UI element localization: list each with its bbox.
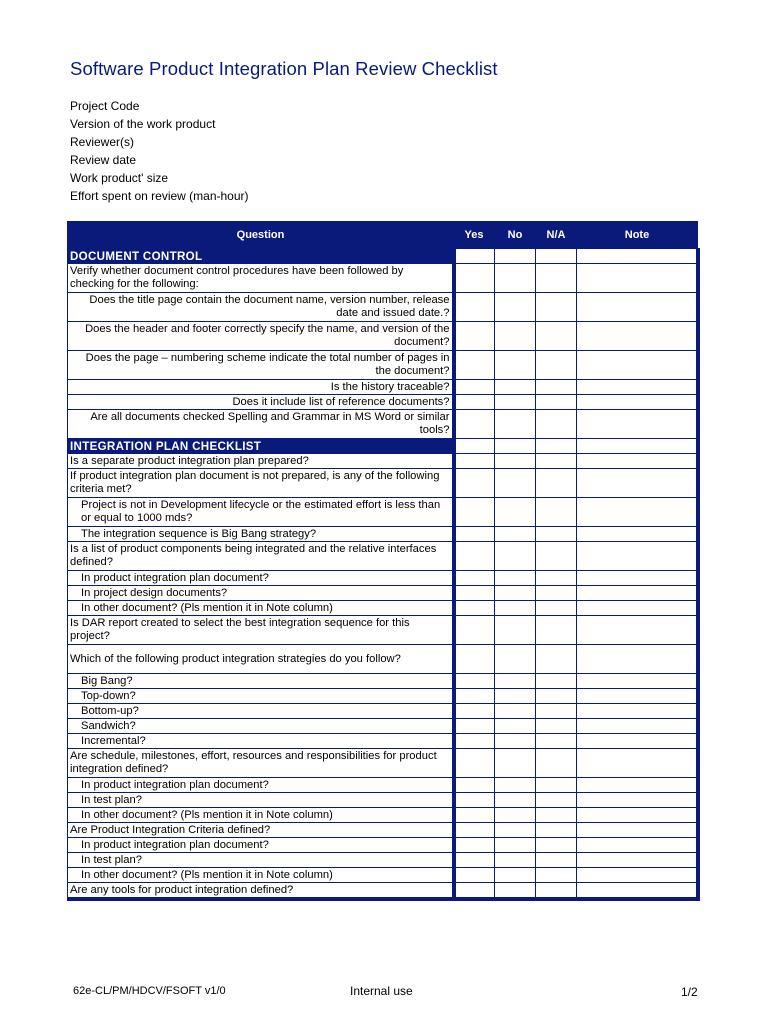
no-cell[interactable] bbox=[495, 645, 536, 674]
table-row bbox=[68, 704, 698, 719]
question-text: In other document? (Pls mention it in Note column) bbox=[68, 868, 454, 883]
note-cell[interactable] bbox=[577, 395, 698, 410]
no-cell[interactable] bbox=[495, 616, 536, 645]
meta-review-date: Review date bbox=[70, 153, 137, 167]
yes-cell[interactable] bbox=[454, 868, 495, 883]
header-question: Question bbox=[68, 222, 454, 249]
yes-cell[interactable] bbox=[454, 793, 495, 808]
no-cell[interactable] bbox=[495, 264, 536, 293]
yes-cell[interactable] bbox=[454, 469, 495, 498]
header-no: No bbox=[495, 222, 536, 249]
yes-cell[interactable] bbox=[454, 778, 495, 793]
yes-cell[interactable] bbox=[454, 542, 495, 571]
yes-cell[interactable] bbox=[454, 351, 495, 380]
checklist-table-wrapper bbox=[67, 221, 697, 901]
yes-cell[interactable] bbox=[454, 439, 495, 454]
section-heading: DOCUMENT CONTROL bbox=[68, 249, 454, 264]
yes-cell[interactable] bbox=[454, 749, 495, 778]
yes-cell[interactable] bbox=[454, 883, 495, 900]
na-cell[interactable] bbox=[536, 264, 577, 293]
meta-work-product-size: Work product' size bbox=[70, 171, 169, 185]
na-cell[interactable] bbox=[536, 883, 577, 900]
question-text: Bottom-up? bbox=[68, 704, 454, 719]
table-row bbox=[68, 542, 698, 571]
note-cell[interactable] bbox=[577, 868, 698, 883]
question-text: Does the title page contain the document name, version number, release date and issued date.? bbox=[68, 293, 454, 322]
question-text: Are schedule, milestones, effort, resources and responsibilities for product integration defined? bbox=[68, 749, 454, 778]
question-text: If product integration plan document is not prepared, is any of the following criteria met? bbox=[68, 469, 454, 498]
no-cell[interactable] bbox=[495, 868, 536, 883]
meta-version: Version of the work product bbox=[70, 117, 216, 131]
note-cell[interactable] bbox=[577, 853, 698, 868]
note-cell[interactable] bbox=[577, 704, 698, 719]
question-text: Is the history traceable? bbox=[68, 380, 454, 395]
no-cell[interactable] bbox=[495, 808, 536, 823]
table-row bbox=[68, 322, 698, 351]
no-cell[interactable] bbox=[495, 778, 536, 793]
meta-project-code: Project Code bbox=[70, 99, 140, 113]
na-cell[interactable] bbox=[536, 469, 577, 498]
yes-cell[interactable] bbox=[454, 249, 495, 264]
note-cell[interactable] bbox=[577, 749, 698, 778]
note-cell[interactable] bbox=[577, 601, 698, 616]
no-cell[interactable] bbox=[495, 395, 536, 410]
na-cell[interactable] bbox=[536, 454, 577, 469]
section-heading: INTEGRATION PLAN CHECKLIST bbox=[68, 439, 454, 454]
na-cell[interactable] bbox=[536, 704, 577, 719]
table-row bbox=[68, 454, 698, 469]
question-text: Are Product Integration Criteria defined? bbox=[68, 823, 454, 838]
table-row bbox=[68, 351, 698, 380]
question-text: Top-down? bbox=[68, 689, 454, 704]
no-cell[interactable] bbox=[495, 853, 536, 868]
yes-cell[interactable] bbox=[454, 293, 495, 322]
question-text: In product integration plan document? bbox=[68, 838, 454, 853]
note-cell[interactable] bbox=[577, 249, 698, 264]
table-row bbox=[68, 264, 698, 293]
na-cell[interactable] bbox=[536, 645, 577, 674]
na-cell[interactable] bbox=[536, 601, 577, 616]
na-cell[interactable] bbox=[536, 823, 577, 838]
na-cell[interactable] bbox=[536, 542, 577, 571]
na-cell[interactable] bbox=[536, 719, 577, 734]
na-cell[interactable] bbox=[536, 293, 577, 322]
na-cell[interactable] bbox=[536, 674, 577, 689]
table-row bbox=[68, 868, 698, 883]
note-cell[interactable] bbox=[577, 322, 698, 351]
yes-cell[interactable] bbox=[454, 380, 495, 395]
table-row bbox=[68, 778, 698, 793]
no-cell[interactable] bbox=[495, 249, 536, 264]
no-cell[interactable] bbox=[495, 749, 536, 778]
yes-cell[interactable] bbox=[454, 571, 495, 586]
question-text: The integration sequence is Big Bang strategy? bbox=[68, 527, 454, 542]
question-text: Project is not in Development lifecycle or the estimated effort is less than or equal to 1000 mds? bbox=[68, 498, 454, 527]
no-cell[interactable] bbox=[495, 689, 536, 704]
table-row bbox=[68, 571, 698, 586]
project-meta bbox=[70, 97, 249, 205]
meta-effort: Effort spent on review (man-hour) bbox=[70, 189, 249, 203]
na-cell[interactable] bbox=[536, 410, 577, 439]
table-row bbox=[68, 674, 698, 689]
note-cell[interactable] bbox=[577, 793, 698, 808]
no-cell[interactable] bbox=[495, 439, 536, 454]
table-row bbox=[68, 586, 698, 601]
note-cell[interactable] bbox=[577, 293, 698, 322]
table-row bbox=[68, 645, 698, 674]
na-cell[interactable] bbox=[536, 439, 577, 454]
table-header-row bbox=[68, 222, 698, 249]
no-cell[interactable] bbox=[495, 838, 536, 853]
note-cell[interactable] bbox=[577, 586, 698, 601]
table-row bbox=[68, 469, 698, 498]
question-text: Are any tools for product integration defined? bbox=[68, 883, 454, 900]
table-row bbox=[68, 616, 698, 645]
no-cell[interactable] bbox=[495, 601, 536, 616]
header-yes: Yes bbox=[454, 222, 495, 249]
question-text: In test plan? bbox=[68, 853, 454, 868]
table-row bbox=[68, 293, 698, 322]
note-cell[interactable] bbox=[577, 380, 698, 395]
table-row bbox=[68, 527, 698, 542]
na-cell[interactable] bbox=[536, 749, 577, 778]
question-text: Big Bang? bbox=[68, 674, 454, 689]
na-cell[interactable] bbox=[536, 734, 577, 749]
note-cell[interactable] bbox=[577, 527, 698, 542]
note-cell[interactable] bbox=[577, 616, 698, 645]
question-text: In other document? (Pls mention it in Note column) bbox=[68, 601, 454, 616]
no-cell[interactable] bbox=[495, 571, 536, 586]
na-cell[interactable] bbox=[536, 778, 577, 793]
yes-cell[interactable] bbox=[454, 454, 495, 469]
no-cell[interactable] bbox=[495, 527, 536, 542]
question-text: Does the page – numbering scheme indicate the total number of pages in the document? bbox=[68, 351, 454, 380]
table-row bbox=[68, 808, 698, 823]
yes-cell[interactable] bbox=[454, 527, 495, 542]
note-cell[interactable] bbox=[577, 838, 698, 853]
question-text: Is DAR report created to select the best integration sequence for this project? bbox=[68, 616, 454, 645]
note-cell[interactable] bbox=[577, 264, 698, 293]
no-cell[interactable] bbox=[495, 351, 536, 380]
table-row bbox=[68, 853, 698, 868]
yes-cell[interactable] bbox=[454, 853, 495, 868]
na-cell[interactable] bbox=[536, 498, 577, 527]
note-cell[interactable] bbox=[577, 823, 698, 838]
table-row bbox=[68, 734, 698, 749]
yes-cell[interactable] bbox=[454, 498, 495, 527]
note-cell[interactable] bbox=[577, 571, 698, 586]
footer-doc-code: 62e-CL/PM/HDCV/FSOFT v1/0 bbox=[73, 985, 226, 997]
table-row bbox=[68, 793, 698, 808]
na-cell[interactable] bbox=[536, 395, 577, 410]
table-row bbox=[68, 749, 698, 778]
na-cell[interactable] bbox=[536, 586, 577, 601]
no-cell[interactable] bbox=[495, 293, 536, 322]
table-row bbox=[68, 395, 698, 410]
yes-cell[interactable] bbox=[454, 616, 495, 645]
question-text: Sandwich? bbox=[68, 719, 454, 734]
note-cell[interactable] bbox=[577, 439, 698, 454]
na-cell[interactable] bbox=[536, 838, 577, 853]
na-cell[interactable] bbox=[536, 616, 577, 645]
yes-cell[interactable] bbox=[454, 322, 495, 351]
question-text: In project design documents? bbox=[68, 586, 454, 601]
no-cell[interactable] bbox=[495, 719, 536, 734]
na-cell[interactable] bbox=[536, 808, 577, 823]
yes-cell[interactable] bbox=[454, 645, 495, 674]
no-cell[interactable] bbox=[495, 586, 536, 601]
section-row bbox=[68, 249, 698, 264]
note-cell[interactable] bbox=[577, 778, 698, 793]
yes-cell[interactable] bbox=[454, 823, 495, 838]
yes-cell[interactable] bbox=[454, 689, 495, 704]
no-cell[interactable] bbox=[495, 542, 536, 571]
na-cell[interactable] bbox=[536, 527, 577, 542]
question-text: Does the header and footer correctly specify the name, and version of the document? bbox=[68, 322, 454, 351]
section-row bbox=[68, 439, 698, 454]
question-text: Which of the following product integration strategies do you follow? bbox=[68, 645, 454, 674]
yes-cell[interactable] bbox=[454, 734, 495, 749]
footer-page-number: 1/2 bbox=[681, 985, 698, 999]
table-row bbox=[68, 838, 698, 853]
no-cell[interactable] bbox=[495, 454, 536, 469]
table-row bbox=[68, 601, 698, 616]
yes-cell[interactable] bbox=[454, 719, 495, 734]
yes-cell[interactable] bbox=[454, 674, 495, 689]
na-cell[interactable] bbox=[536, 249, 577, 264]
table-row bbox=[68, 498, 698, 527]
question-text: In product integration plan document? bbox=[68, 778, 454, 793]
na-cell[interactable] bbox=[536, 853, 577, 868]
header-note: Note bbox=[577, 222, 698, 249]
note-cell[interactable] bbox=[577, 410, 698, 439]
question-text: Verify whether document control procedures have been followed by checking for the following: bbox=[68, 264, 454, 293]
yes-cell[interactable] bbox=[454, 601, 495, 616]
no-cell[interactable] bbox=[495, 823, 536, 838]
question-text: Is a separate product integration plan prepared? bbox=[68, 454, 454, 469]
note-cell[interactable] bbox=[577, 542, 698, 571]
table-row bbox=[68, 380, 698, 395]
note-cell[interactable] bbox=[577, 498, 698, 527]
no-cell[interactable] bbox=[495, 734, 536, 749]
no-cell[interactable] bbox=[495, 674, 536, 689]
no-cell[interactable] bbox=[495, 380, 536, 395]
na-cell[interactable] bbox=[536, 571, 577, 586]
na-cell[interactable] bbox=[536, 793, 577, 808]
note-cell[interactable] bbox=[577, 454, 698, 469]
note-cell[interactable] bbox=[577, 719, 698, 734]
yes-cell[interactable] bbox=[454, 410, 495, 439]
question-text: In product integration plan document? bbox=[68, 571, 454, 586]
no-cell[interactable] bbox=[495, 498, 536, 527]
question-text: Does it include list of reference documents? bbox=[68, 395, 454, 410]
table-row bbox=[68, 883, 698, 900]
table-row bbox=[68, 689, 698, 704]
table-row bbox=[68, 823, 698, 838]
checklist-table bbox=[67, 221, 700, 901]
footer-classification: Internal use bbox=[350, 984, 413, 998]
no-cell[interactable] bbox=[495, 322, 536, 351]
meta-reviewers: Reviewer(s) bbox=[70, 135, 135, 149]
yes-cell[interactable] bbox=[454, 808, 495, 823]
table-row bbox=[68, 719, 698, 734]
note-cell[interactable] bbox=[577, 808, 698, 823]
note-cell[interactable] bbox=[577, 674, 698, 689]
na-cell[interactable] bbox=[536, 868, 577, 883]
table-row bbox=[68, 410, 698, 439]
na-cell[interactable] bbox=[536, 380, 577, 395]
na-cell[interactable] bbox=[536, 322, 577, 351]
na-cell[interactable] bbox=[536, 689, 577, 704]
no-cell[interactable] bbox=[495, 410, 536, 439]
question-text: In test plan? bbox=[68, 793, 454, 808]
header-na: N/A bbox=[536, 222, 577, 249]
na-cell[interactable] bbox=[536, 351, 577, 380]
note-cell[interactable] bbox=[577, 351, 698, 380]
question-text: Incremental? bbox=[68, 734, 454, 749]
no-cell[interactable] bbox=[495, 793, 536, 808]
question-text: Are all documents checked Spelling and Grammar in MS Word or similar tools? bbox=[68, 410, 454, 439]
yes-cell[interactable] bbox=[454, 395, 495, 410]
note-cell[interactable] bbox=[577, 645, 698, 674]
yes-cell[interactable] bbox=[454, 704, 495, 719]
question-text: Is a list of product components being integrated and the relative interfaces defined? bbox=[68, 542, 454, 571]
yes-cell[interactable] bbox=[454, 264, 495, 293]
page-title: Software Product Integration Plan Review Checklist bbox=[70, 58, 498, 79]
no-cell[interactable] bbox=[495, 469, 536, 498]
yes-cell[interactable] bbox=[454, 838, 495, 853]
yes-cell[interactable] bbox=[454, 586, 495, 601]
no-cell[interactable] bbox=[495, 883, 536, 900]
note-cell[interactable] bbox=[577, 689, 698, 704]
question-text: In other document? (Pls mention it in Note column) bbox=[68, 808, 454, 823]
note-cell[interactable] bbox=[577, 469, 698, 498]
note-cell[interactable] bbox=[577, 883, 698, 900]
no-cell[interactable] bbox=[495, 704, 536, 719]
note-cell[interactable] bbox=[577, 734, 698, 749]
